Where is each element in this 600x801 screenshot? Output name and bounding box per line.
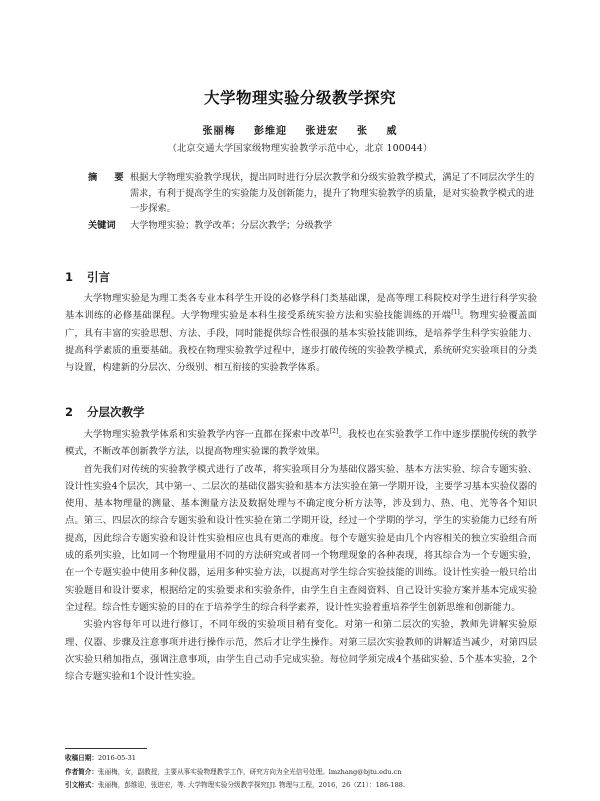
footnote-label: 引文格式： bbox=[65, 781, 98, 789]
abstract-row bbox=[88, 170, 538, 217]
section-number: 2 bbox=[65, 405, 74, 419]
section-heading-2 bbox=[65, 404, 145, 420]
keywords-text: 大学物理实验；教学改革；分层次教学；分级教学 bbox=[130, 219, 333, 231]
paragraph bbox=[65, 461, 537, 617]
section-title: 分层次教学 bbox=[87, 405, 145, 419]
paragraph-text: 实验内容每年可以进行修订，不同年级的实验项目稍有变化。对第一和第二层次的实验，教师先讲解实验原理、仪器、步骤及注意事项并进行操作示范，然后才让学生操作。对第三层次实验教师的讲解适当减少，对第四层次实验只稍加指点，强调注意事项，由学生自己动手完成实验。每位同学须完成4个基础实验、5个基本实验，2个综合专题实验和1个设计性实验。 bbox=[65, 619, 537, 683]
paragraph-text: 。我校也在实验教学工作中逐步摆脱传统的教学模式，不断改革创新教学方法，以提高物理实验课的教学效果。 bbox=[65, 429, 537, 458]
footnote-label: 收稿日期： bbox=[65, 754, 98, 762]
footnote-label: 作者简介： bbox=[65, 767, 98, 776]
footnote-author bbox=[65, 766, 540, 780]
section-number: 1 bbox=[65, 270, 74, 284]
footnote-divider bbox=[65, 748, 147, 749]
keywords-row bbox=[88, 218, 538, 234]
section-heading-1 bbox=[65, 269, 110, 285]
paper-title: 大学物理实验分级教学探究 bbox=[203, 89, 396, 107]
section-2-body bbox=[65, 426, 537, 685]
footnote-citation bbox=[65, 779, 540, 793]
paragraph-text: 。物理实验覆盖面广，具有丰富的实验思想、方法、手段，同时能提供综合性很强的基本实验技能训练，是培养学生科学实验能力、提高科学素质的重要基础。我校在物理实验教学过程中，逐步打破传统的实验教学模式，系统研究实验项目的分类与设置，构建新的分层次、分级别、相互衔接的实验教学体系。 bbox=[65, 310, 537, 374]
paragraph bbox=[65, 290, 537, 376]
footnote-text: 张丽梅，女，副教授，主要从事实验物理教学工作，研究方向为全光信号处理。lmzhang@bjtu.edu.cn bbox=[97, 767, 402, 776]
affiliation: （北京交通大学国家级物理实验教学示范中心，北京 100044） bbox=[167, 143, 433, 154]
section-title: 引言 bbox=[87, 270, 111, 284]
footnote-received bbox=[65, 752, 540, 766]
footnotes bbox=[65, 752, 540, 793]
paragraph bbox=[65, 616, 537, 685]
footnote-text: 2016-05-31 bbox=[97, 754, 136, 762]
paragraph-text: 首先我们对传统的实验教学模式进行了改革，将实验项目分为基础仪器实验、基本方法实验、综合专题实验、设计性实验4个层次，其中第一、二层次的基础仪器实验和基本方法实验在第一学期开设，主要学习基本实验仪器的使用、基本物理量的测量、基本测量方法及数据处理与不确定度分析方法等，涉及到力、热、电、光等各个知识点。第三、四层次的综合专题实验和设计性实验在第二学期开设，经过一个学期的学习，学生的实验能力已经有所提高，因此综合专题实验和设计性实验相应也具有更高的难度。每个专题实验是由几个内容相关的独立实验组合而成的系列实验，比如同一个物理量用不同的方法研究或者同一个物理现象的各种表现，将其综合为一个专题实验，在一个专题实验中使用多种仪器，运用多种实验方法，以提高对学生综合实验技能的训练。设计性实验一般只给出实验题目和设计要求，根据给定的实验要求和实验条件，由学生自主查阅资料、自己设计实验方案并基本完成实验全过程。综合性专题实验的目的在于培养学生的综合科学素养，设计性实验着重培养学生创新思维和创新能力。 bbox=[65, 463, 537, 613]
citation: [2] bbox=[329, 427, 339, 435]
abstract-block bbox=[88, 170, 538, 233]
abstract-text: 根据大学物理实验教学现状，提出同时进行分层次教学和分级实验教学模式，满足了不同层次学生的需求，有利于提高学生的实验能力及创新能力，提升了物理实验教学的质量，是对实验教学模式的进一步探索。 bbox=[130, 172, 535, 214]
section-1-body bbox=[65, 290, 537, 376]
footnote-text: 张丽梅，彭维迎，张进宏，等. 大学物理实验分级教学探究[J]. 物理与工程，2016，26（Z1）：186-188. bbox=[97, 781, 406, 789]
abstract-label: 摘 要 bbox=[88, 172, 128, 183]
citation: [1] bbox=[451, 309, 460, 317]
author-list: 张丽梅 彭维迎 张进宏 张 威 bbox=[202, 126, 398, 137]
paragraph-text: 大学物理实验教学体系和实验教学内容一直都在探索中改革 bbox=[83, 429, 330, 440]
paragraph bbox=[65, 426, 537, 461]
keywords-label: 关键词 bbox=[88, 219, 116, 231]
paragraph-text: 大学物理实验是为理工类各专业本科学生开设的必修学科门类基础课，是高等理工科院校对学生进行科学实验基本训练的必修基础课程。大学物理实验是本科生接受系统实验方法和实验技能训练的开端 bbox=[65, 293, 537, 322]
